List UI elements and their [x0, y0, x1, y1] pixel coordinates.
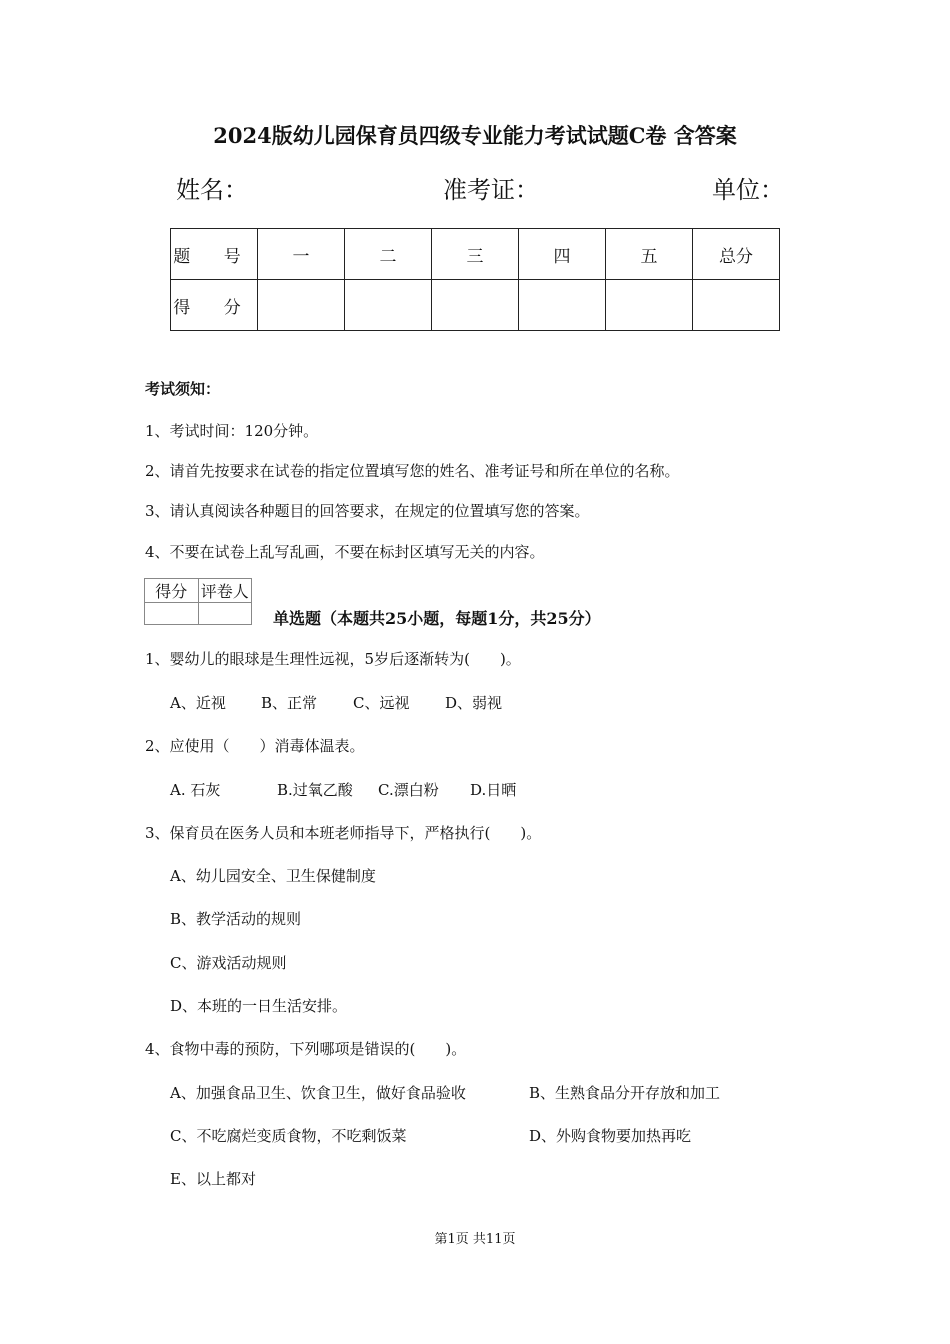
- score-table-header-cell: 总分: [693, 229, 780, 280]
- question-option: C、远视: [353, 694, 410, 712]
- score-cell: [693, 280, 780, 331]
- score-table-header-label: 题 号: [171, 229, 258, 280]
- question-stem: 1、婴幼儿的眼球是生理性远视，5岁后逐渐转为( )。: [145, 650, 521, 668]
- question-option: D、弱视: [445, 694, 503, 712]
- question-option: D、本班的一日生活安排。: [170, 997, 348, 1015]
- notice-item: 2、请首先按要求在试卷的指定位置填写您的姓名、准考证号和所在单位的名称。: [145, 462, 680, 480]
- question-option: B、生熟食品分开存放和加工: [529, 1084, 721, 1102]
- score-table: [170, 228, 780, 331]
- page-title: 2024版幼儿园保育员四级专业能力考试试题C卷 含答案: [213, 123, 737, 148]
- score-cell: [258, 280, 345, 331]
- notice-item: 3、请认真阅读各种题目的回答要求，在规定的位置填写您的答案。: [145, 502, 590, 520]
- notice-item: 4、不要在试卷上乱写乱画，不要在标封区填写无关的内容。: [145, 543, 545, 561]
- grader-box: [144, 578, 252, 625]
- question-option: D、外购食物要加热再吃: [529, 1127, 692, 1145]
- question-option: B、正常: [261, 694, 318, 712]
- grader-reviewer-label: 评卷人: [198, 579, 252, 603]
- score-table-score-row: [171, 280, 780, 331]
- question-option: D.日晒: [470, 781, 517, 799]
- question-stem: 4、食物中毒的预防，下列哪项是错误的( )。: [145, 1040, 467, 1058]
- score-table-row-label: 得 分: [171, 280, 258, 331]
- score-cell: [519, 280, 606, 331]
- question-option: A、幼儿园安全、卫生保健制度: [170, 867, 376, 885]
- question-option: B、教学活动的规则: [170, 910, 302, 928]
- question-option: C、游戏活动规则: [170, 954, 287, 972]
- score-table-header-cell: 三: [432, 229, 519, 280]
- grader-score-cell: [145, 603, 199, 625]
- score-table-header-cell: 一: [258, 229, 345, 280]
- question-option: A. 石灰: [170, 781, 221, 799]
- section-title: 单选题（本题共25小题，每题1分，共25分）: [273, 609, 601, 628]
- question-option: E、以上都对: [170, 1170, 256, 1188]
- question-option: C、不吃腐烂变质食物，不吃剩饭菜: [170, 1127, 407, 1145]
- score-table-header-cell: 五: [606, 229, 693, 280]
- score-table-header-cell: 二: [345, 229, 432, 280]
- score-cell: [606, 280, 693, 331]
- question-stem: 3、保育员在医务人员和本班老师指导下，严格执行( )。: [145, 824, 542, 842]
- unit-field-label: 单位：: [712, 176, 784, 204]
- score-cell: [345, 280, 432, 331]
- name-field-label: 姓名：: [176, 176, 248, 204]
- question-stem: 2、应使用（ ）消毒体温表。: [145, 737, 365, 755]
- score-table-header-cell: 四: [519, 229, 606, 280]
- page-footer: 第1页 共11页: [434, 1232, 516, 1247]
- question-option: A、加强食品卫生、饮食卫生，做好食品验收: [170, 1084, 466, 1102]
- question-option: A、近视: [170, 694, 226, 712]
- exam-id-field-label: 准考证：: [443, 176, 539, 204]
- grader-reviewer-cell: [198, 603, 252, 625]
- grader-score-label: 得分: [145, 579, 199, 603]
- score-cell: [432, 280, 519, 331]
- question-option: B.过氧乙酸: [277, 781, 353, 799]
- question-option: C.漂白粉: [378, 781, 439, 799]
- score-table-header-row: [171, 229, 780, 280]
- notice-item: 1、考试时间：120分钟。: [145, 422, 319, 440]
- notice-title: 考试须知：: [145, 380, 221, 398]
